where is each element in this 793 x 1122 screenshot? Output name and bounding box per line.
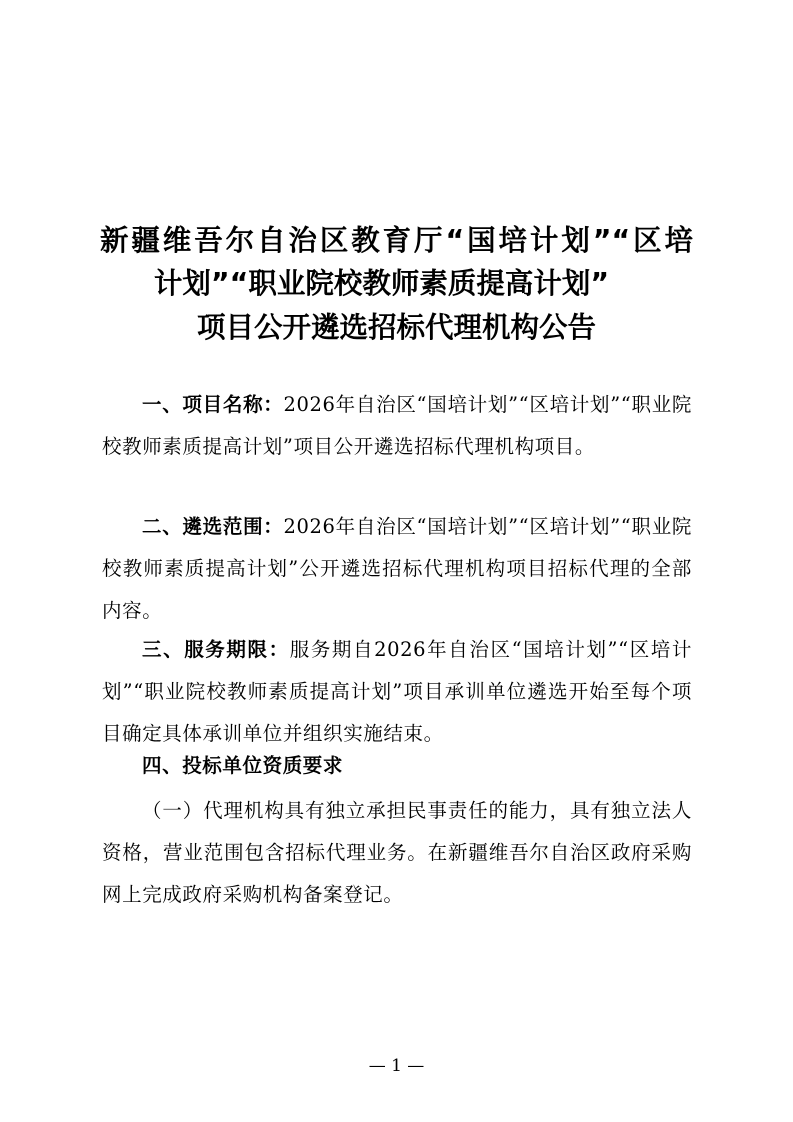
section-heading: 三、服务期限： [142, 638, 290, 661]
section-project-name [102, 384, 692, 468]
section-text: 2026年自治区“国培计划”“区培计划”“职业院校教师素质提高计划”公开遴选招标代理机构项目招标代理的全部内容。 [102, 515, 693, 622]
section-text: 2026年自治区“国培计划”“区培计划”“职业院校教师素质提高计划”项目公开遴选招标代理机构项目。 [102, 393, 693, 458]
section-heading: 一、项目名称： [142, 393, 284, 416]
page-number: — 1 — [368, 1056, 425, 1076]
section-selection-scope [102, 506, 692, 632]
section-text: 服务期自2026年自治区“国培计划”“区培计划”“职业院校教师素质提高计划”项目承训单位遴选开始至每个项目确定具体承训单位并组织实施结束。 [102, 638, 692, 745]
section-heading: 二、遴选范围： [142, 515, 284, 538]
title-line-1: 新疆维吾尔自治区教育厅“国培计划”“区培 [100, 224, 693, 257]
title-line-3: 项目公开遴选招标代理机构公告 [196, 311, 596, 344]
title-line-2: 计划”“职业院校教师素质提高计划” [153, 267, 610, 300]
section-service-period [102, 629, 692, 755]
qualification-clause-1: （一）代理机构具有独立承担民事责任的能力，具有独立法人资格，营业范围包含招标代理业务。在新疆维吾尔自治区政府采购网上完成政府采购机构备案登记。 [102, 799, 692, 906]
section-qualification-requirements [102, 745, 692, 787]
section-heading: 四、投标单位资质要求 [142, 754, 344, 777]
